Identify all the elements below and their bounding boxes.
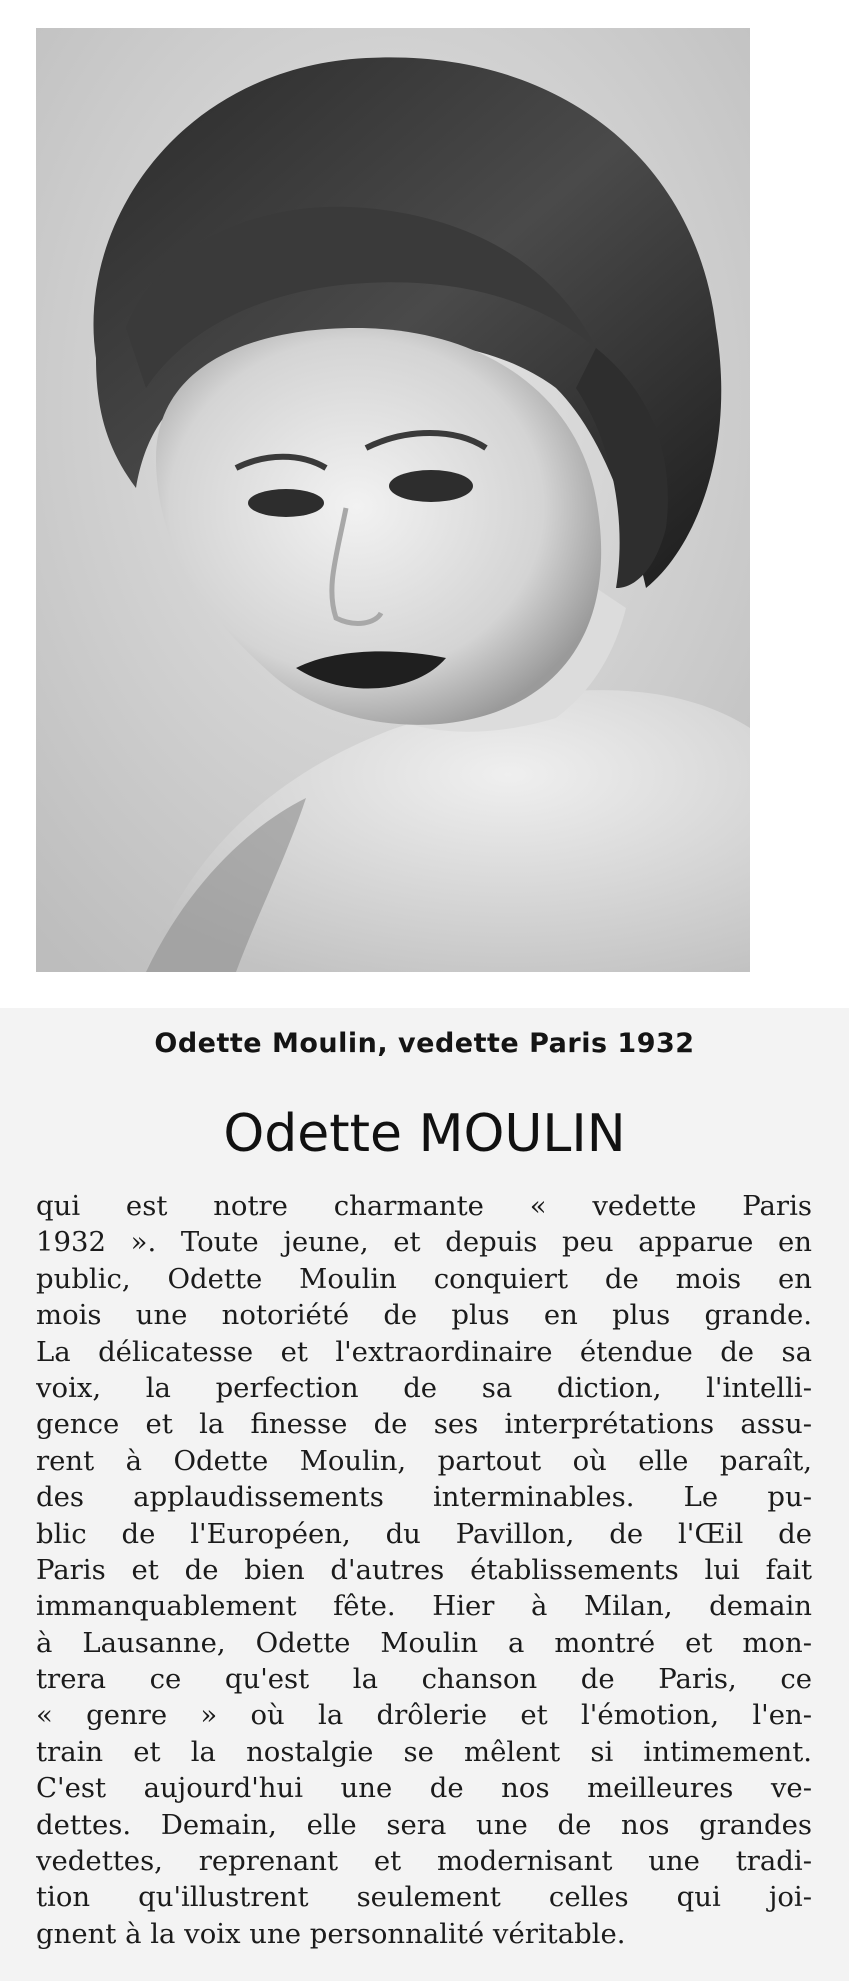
article-line: 1932 ». Toute jeune, et depuis peu apparue en [36,1226,812,1259]
article-line: dettes. Demain, elle sera une de nos grandes [36,1808,812,1841]
article-line: « genre » où la drôlerie et l'émotion, l'en- [36,1699,812,1732]
article-body [36,1188,812,1952]
article-line: train et la nostalgie se mêlent si intimement. [36,1735,812,1768]
article-line: La délicatesse et l'extraordinaire étendue de sa [36,1335,812,1368]
article-line: C'est aujourd'hui une de nos meilleures ve- [36,1772,812,1805]
article-heading: Odette MOULIN [223,1104,626,1164]
article-line: des applaudissements interminables. Le pu- [36,1481,812,1514]
article-line: blic de l'Européen, du Pavillon, de l'Œil de [36,1517,812,1550]
photo-caption: Odette Moulin, vedette Paris 1932 [154,1028,695,1059]
article-line: Paris et de bien d'autres établissements lui fait [36,1553,812,1586]
article-line: à Lausanne, Odette Moulin a montré et mon- [36,1626,812,1659]
article-line: vedettes, reprenant et modernisant une tradi- [36,1845,812,1878]
article-line: voix, la perfection de sa diction, l'intelli- [36,1371,812,1404]
article-line: qui est notre charmante « vedette Paris [36,1190,812,1222]
portrait-photo [36,28,750,972]
article-line: tion qu'illustrent seulement celles qui joi- [36,1881,812,1914]
article-clipping [0,1008,849,1981]
article-line: gnent à la voix une personnalité véritable. [36,1917,626,1950]
article-line: public, Odette Moulin conquiert de mois en [36,1262,812,1295]
article-line: immanquablement fête. Hier à Milan, demain [36,1590,812,1623]
article-line: trera ce qu'est la chanson de Paris, ce [36,1663,812,1696]
article-line: gence et la finesse de ses interprétations assu- [36,1408,812,1441]
portrait-photo-icon [36,28,750,972]
article-line: rent à Odette Moulin, partout où elle paraît, [36,1444,812,1477]
article-line: mois une notoriété de plus en plus grande. [36,1299,812,1332]
